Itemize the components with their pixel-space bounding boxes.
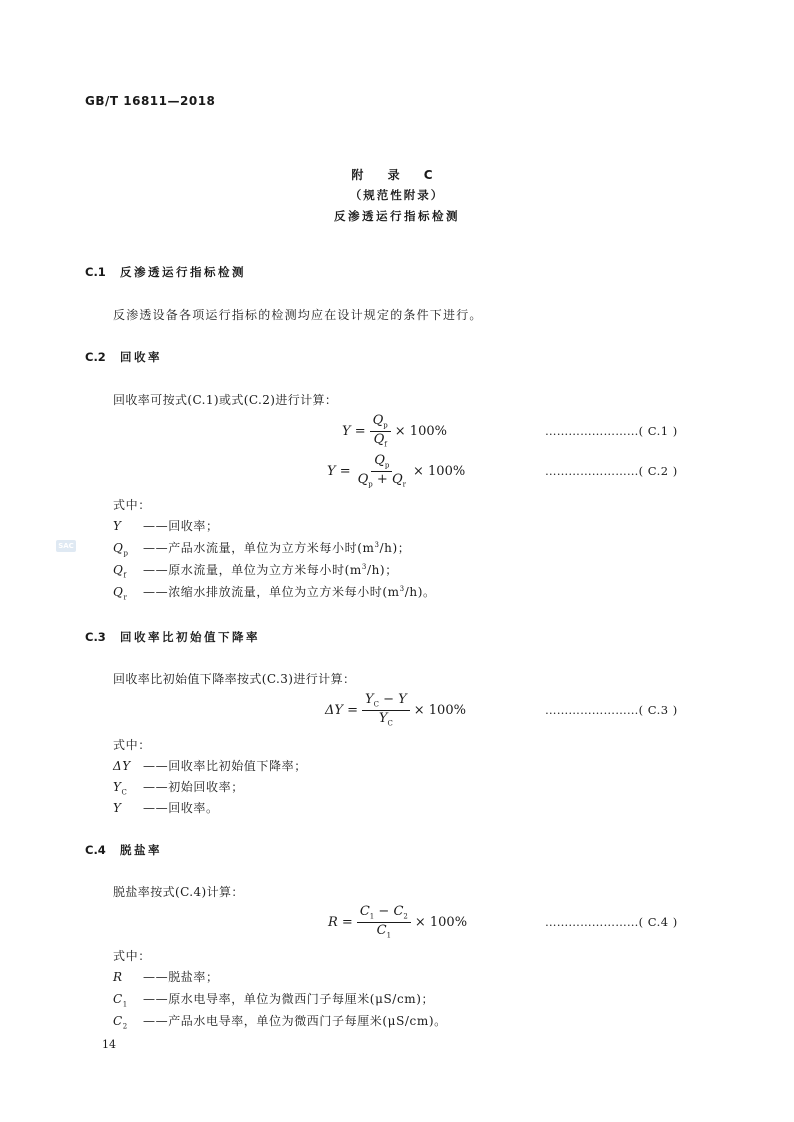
eq-multiplier: × 100% bbox=[413, 702, 466, 718]
section-title: 反渗透运行指标检测 bbox=[120, 265, 246, 279]
eq-multiplier: × 100% bbox=[413, 463, 466, 479]
page-number: 14 bbox=[102, 1038, 116, 1051]
variable-definition: $Q_f$ ——原水流量，单位为立方米每小时$(m^3/h)$； bbox=[113, 563, 398, 580]
eq-numerator: $C_1 - C_2$ bbox=[357, 905, 411, 923]
eq-multiplier: × 100% bbox=[414, 914, 468, 930]
eq-equals: = bbox=[342, 702, 359, 718]
variable-definition: R ——脱盐率； bbox=[113, 970, 219, 984]
eq-equals: = bbox=[350, 423, 366, 439]
eq-lhs: R bbox=[328, 914, 338, 930]
variable-definition: $C_1$ ——原水电导率，单位为微西门子每厘米(μS/cm)； bbox=[113, 992, 435, 1009]
appendix-subtitle: （规范性附录） bbox=[349, 188, 445, 202]
c2-paragraph: 回收率可按式(C.1)或式(C.2)进行计算： bbox=[113, 393, 338, 407]
eq-denominator: $Q_f$ bbox=[373, 431, 387, 449]
equation-number-c1: ……………………( C.1 ) bbox=[545, 424, 678, 438]
eq-lhs: ΔY bbox=[325, 702, 343, 718]
variable-definition: $C_2$ ——产品水电导率，单位为微西门子每厘米(μS/cm)。 bbox=[113, 1014, 447, 1031]
eq-lhs: Y bbox=[327, 463, 336, 479]
section-heading-c2 bbox=[85, 349, 162, 365]
eq-numerator: $Q_p$ bbox=[370, 414, 391, 432]
eq-denominator: $Q_p + Q_r$ bbox=[357, 471, 406, 489]
section-heading-c4 bbox=[85, 842, 162, 858]
equation-c4 bbox=[328, 905, 467, 940]
eq-equals: = bbox=[335, 463, 351, 479]
appendix-title: 附 录 C bbox=[351, 168, 443, 182]
section-number: C.1 bbox=[85, 265, 106, 279]
eq-fraction bbox=[355, 454, 409, 489]
c1-paragraph: 反渗透设备各项运行指标的检测均应在设计规定的条件下进行。 bbox=[113, 308, 483, 322]
eq-numerator: $Y_C - Y$ bbox=[362, 693, 410, 711]
variable-definition: $Q_p$ ——产品水流量，单位为立方米每小时$(m^3/h)$； bbox=[113, 541, 411, 558]
appendix-name: 反渗透运行指标检测 bbox=[334, 209, 460, 223]
section-title: 回收率比初始值下降率 bbox=[120, 630, 260, 644]
equation-c2 bbox=[327, 454, 465, 489]
equation-number-c3: ……………………( C.3 ) bbox=[545, 703, 678, 717]
eq-equals: = bbox=[337, 914, 353, 930]
variable-definition: Y ——回收率。 bbox=[113, 801, 219, 815]
eq-lhs: Y bbox=[342, 423, 351, 439]
variable-definition: ΔY ——回收率比初始值下降率； bbox=[113, 759, 307, 773]
eq-denominator: $C_1$ bbox=[376, 922, 392, 940]
equation-c3 bbox=[325, 693, 466, 728]
variable-definition: Y ——回收率； bbox=[113, 519, 219, 533]
c3-paragraph: 回收率比初始值下降率按式(C.3)进行计算： bbox=[113, 672, 356, 686]
eq-multiplier: × 100% bbox=[394, 423, 447, 439]
c4-paragraph: 脱盐率按式(C.4)计算： bbox=[113, 885, 244, 899]
section-number: C.2 bbox=[85, 350, 106, 364]
section-heading-c3 bbox=[85, 629, 260, 645]
where-label: 式中： bbox=[113, 949, 151, 963]
eq-numerator: $Q_p$ bbox=[371, 454, 392, 472]
section-heading-c1 bbox=[85, 264, 246, 280]
eq-fraction bbox=[370, 414, 391, 449]
section-number: C.3 bbox=[85, 630, 106, 644]
sac-watermark-logo: SAC bbox=[56, 540, 76, 552]
eq-fraction bbox=[362, 693, 410, 728]
where-label: 式中： bbox=[113, 498, 151, 512]
section-number: C.4 bbox=[85, 843, 106, 857]
equation-number-c4: ……………………( C.4 ) bbox=[545, 915, 678, 929]
equation-number-c2: ……………………( C.2 ) bbox=[545, 464, 678, 478]
variable-definition: $Q_r$ ——浓缩水排放流量，单位为立方米每小时$(m^3/h)$。 bbox=[113, 585, 436, 602]
where-label: 式中： bbox=[113, 738, 151, 752]
eq-fraction bbox=[357, 905, 411, 940]
equation-c1 bbox=[342, 414, 447, 449]
section-title: 脱盐率 bbox=[120, 843, 162, 857]
variable-definition: $Y_C$ ——初始回收率； bbox=[113, 780, 244, 797]
standard-number: GB/T 16811—2018 bbox=[85, 94, 216, 108]
eq-denominator: $Y_C$ bbox=[378, 710, 393, 728]
section-title: 回收率 bbox=[120, 350, 162, 364]
